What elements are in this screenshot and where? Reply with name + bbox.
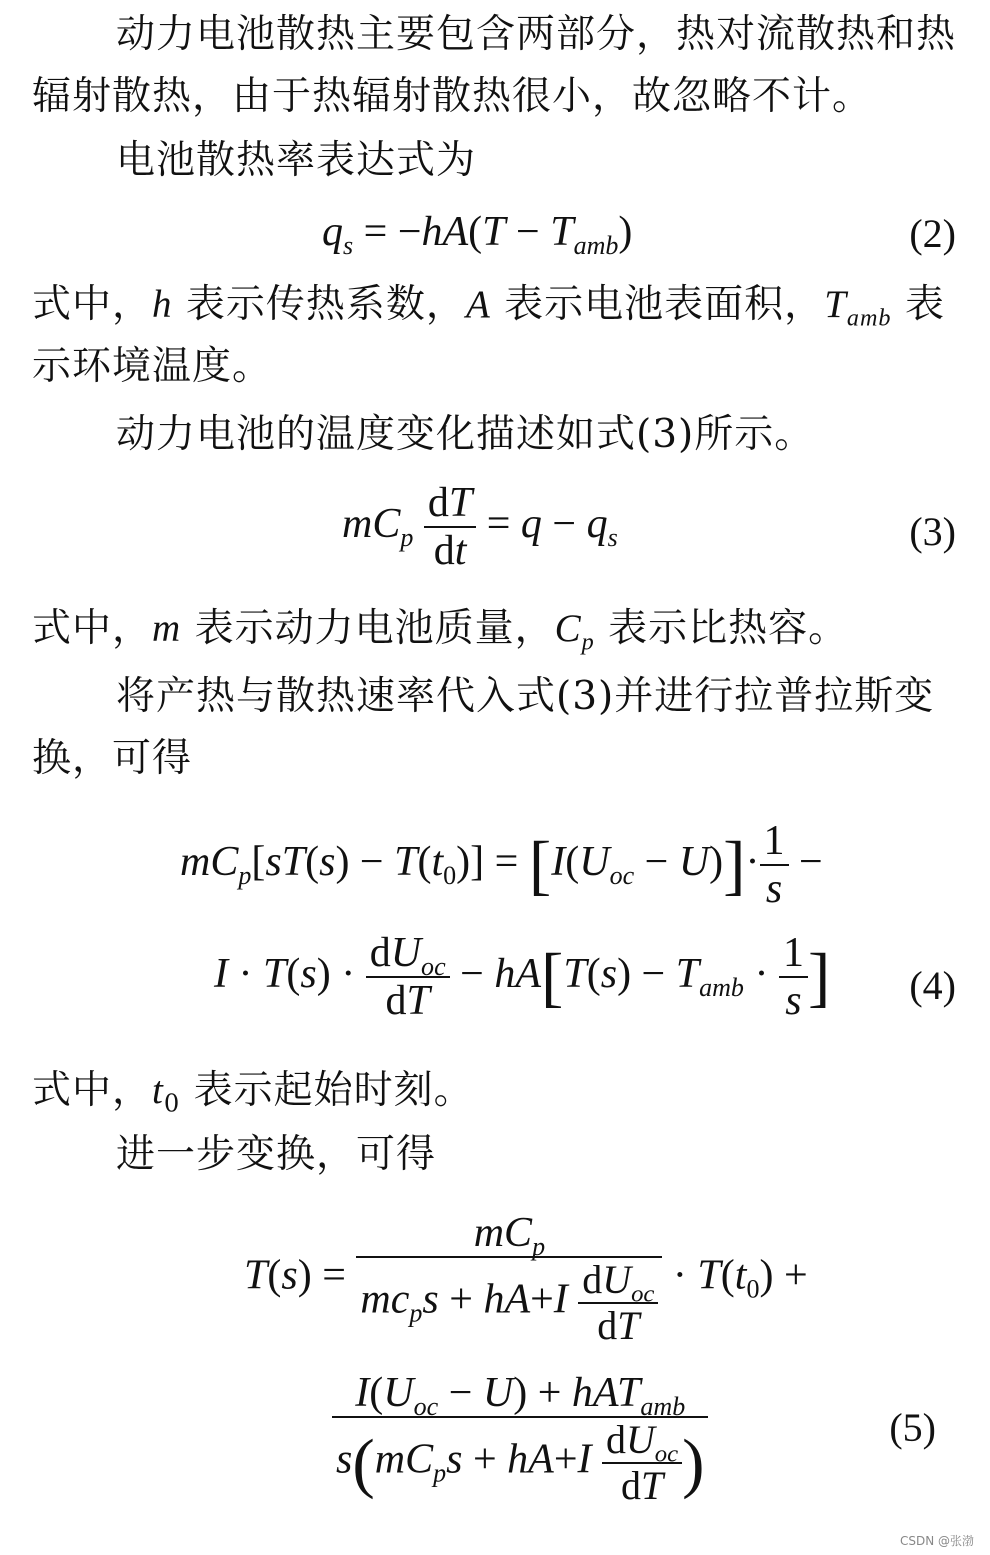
equation-5-line-2: $I(U_{oc} - U) + hAT_{amb}$ $s(mC_ps + hA+I$ $\frac{dU_{oc}}{dT}$ ) [332,1370,708,1508]
equation-number-2: (2) [909,211,956,256]
paragraph-eq3-explanation: 式中，m 表示动力电池质量，$C_p$ 表示比热容。 [32,606,849,656]
paragraph-rate-intro: 电池散热率表达式为 [116,138,477,183]
equation-3: $mC_p$ $\frac{dT}{dt}$ = $q - q_s$ [342,480,618,575]
paragraph-eq2-explanation: 式中，h 表示传热系数，A 表示电池表面积，$T_{amb}$ 表示环境温度。 [32,282,945,389]
paragraph-laplace: 将产热与散热速率代入式(3)并进行拉普拉斯变换，可得 [32,674,935,781]
paragraph-heat-dissipation: 动力电池散热主要包含两部分，热对流散热和热辐射散热，由于热辐射散热很小，故忽略不计。 [32,12,957,119]
equation-2: $q_s = -hA(T - T_{amb})$ [322,209,633,261]
equation-number-3: (3) [909,509,956,554]
equation-number-5: (5) [889,1405,936,1450]
equation-4-line-1: $mC_p[sT(s) - T(t_0)] = [I(U_{oc} - U)]\cdot$ $\frac{1}{s}$ − [180,818,823,913]
paragraph-temp-change: 动力电池的温度变化描述如式(3)所示。 [116,412,815,457]
equation-5-line-1: T(s) = $mC_p$ $mc_ps + hA+I$ $\frac{dU_{oc}}{dT}$ · $T(t_0)$ + [244,1210,808,1349]
paragraph-further: 进一步变换，可得 [116,1132,437,1177]
watermark: CSDN @张渤 [899,1534,974,1548]
equation-4-line-2: I · T(s) · $\frac{dU_{oc}}{dT}$ − $hA[T(s) - T_{amb}$ · $\frac{1}{s}$ ] [214,930,831,1025]
paragraph-eq4-explanation: 式中，$t_0$ 表示起始时刻。 [32,1068,474,1118]
equation-number-4: (4) [909,963,956,1008]
